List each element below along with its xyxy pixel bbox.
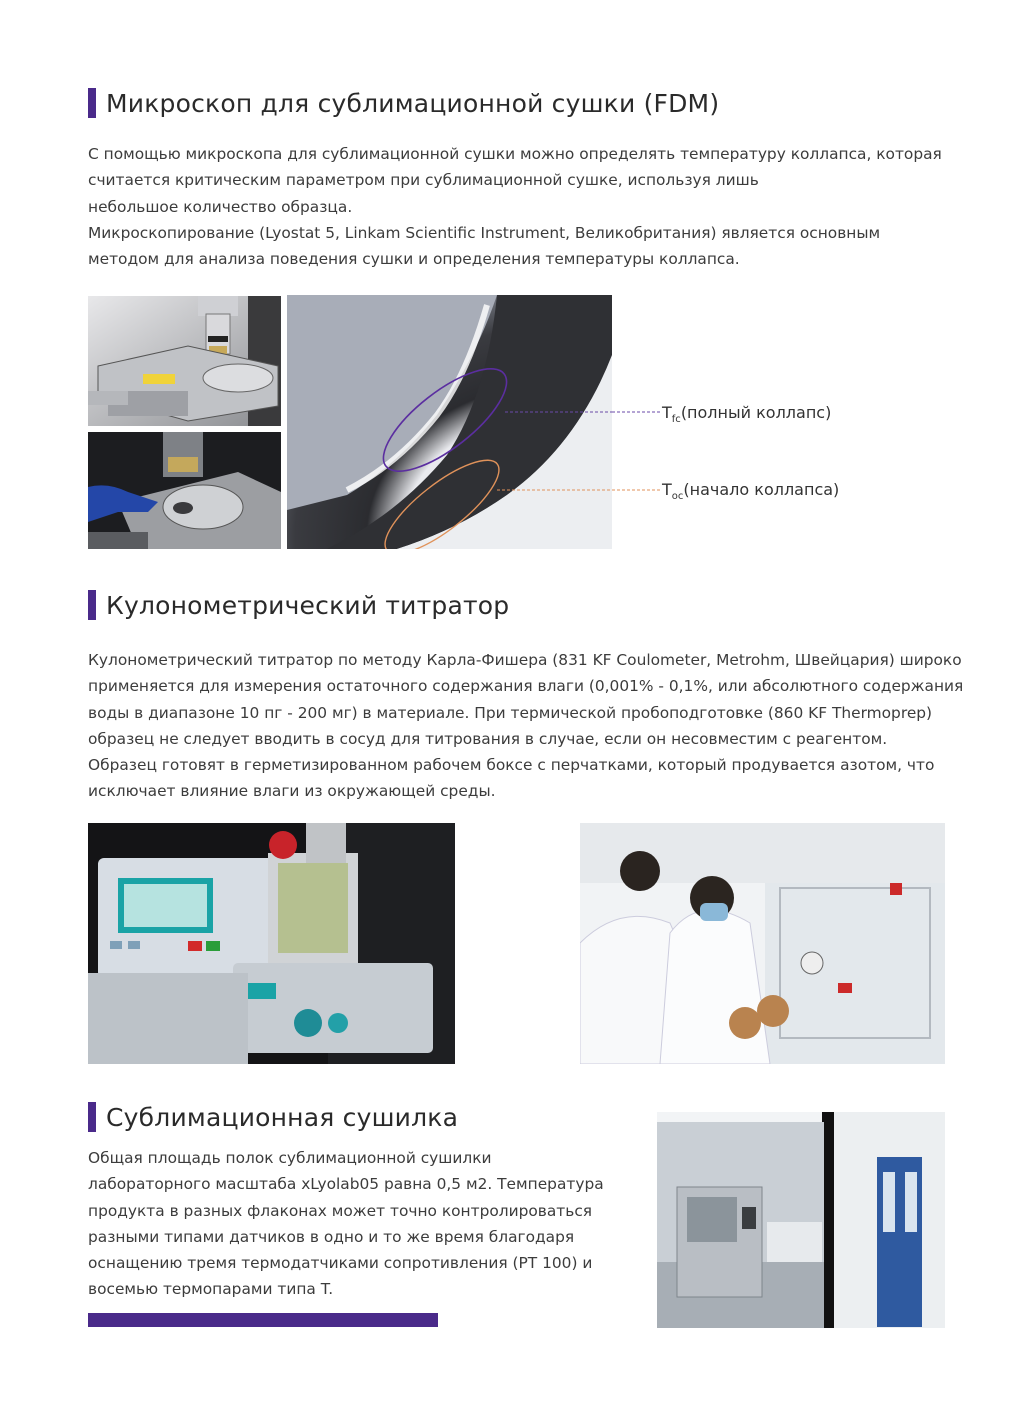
text-line: Кулонометрический титратор по методу Карла-Фишера (831 KF Coulometer, Metrohm, Швейцария) широко — [88, 651, 962, 669]
collapse-micrograph — [287, 295, 612, 549]
annotation-symbol: T — [662, 403, 672, 422]
annotation-symbol: T — [662, 480, 672, 499]
annotation-label: (начало коллапса) — [683, 480, 840, 499]
text-line: применяется для измерения остаточного содержания влаги (0,001% - 0,1%, или абсолютного содержания — [88, 677, 964, 696]
text-line: разными типами датчиков в одно и то же время благодаря — [88, 1227, 575, 1246]
heading-accent-bar — [88, 88, 96, 118]
section-title-titrator: Кулонометрический титратор — [106, 590, 510, 620]
text-line: Общая площадь полок сублимационной сушилки — [88, 1149, 492, 1167]
glovebox-photo — [580, 823, 945, 1064]
text-line: лабораторного масштаба xLyolab05 равна 0,5 м2. Температура — [88, 1175, 604, 1194]
section-heading-titrator — [88, 588, 509, 622]
text-line: образец не следует вводить в сосуд для титрования в случае, если он несовместим с реагентом. — [88, 729, 888, 748]
heading-accent-bar — [88, 1102, 96, 1132]
text-line: Микроскопирование (Lyostat 5, Linkam Scientific Instrument, Великобритания) является основным — [88, 223, 881, 242]
heading-accent-bar — [88, 590, 96, 620]
footer-accent-bar — [88, 1313, 438, 1327]
annotation-full-collapse — [662, 403, 831, 425]
annotation-onset-collapse — [662, 480, 839, 502]
text-line: исключает влияние влаги из окружающей среды. — [88, 782, 496, 801]
text-line: восемью термопарами типа T. — [88, 1280, 334, 1299]
coulometer-photo — [88, 823, 455, 1064]
microscope-stage-photo — [88, 296, 281, 426]
section-heading-fdm — [88, 86, 719, 120]
section-title-fdm: Микроскоп для сублимационной сушки (FDM) — [106, 88, 720, 118]
annotation-subscript: oc — [671, 491, 684, 503]
section-title-dryer: Сублимационная сушилка — [106, 1102, 459, 1132]
annotation-label: (полный коллапс) — [680, 403, 832, 422]
dryer-description — [88, 1145, 628, 1303]
text-line: считается критическим параметром при сублимационной сушке, используя лишь — [88, 171, 759, 190]
text-line: воды в диапазоне 10 пг - 200 мг) в материале. При термической пробоподготовке (860 KF Thermoprep) — [88, 703, 933, 722]
freeze-dryer-room-photo — [657, 1112, 945, 1328]
sample-loading-photo — [88, 432, 281, 549]
text-line: Образец готовят в герметизированном рабочем боксе с перчатками, который продувается азотом, что — [88, 756, 935, 775]
text-line: методом для анализа поведения сушки и определения температуры коллапса. — [88, 250, 740, 269]
annotation-subscript: fc — [671, 414, 681, 426]
fdm-description — [88, 141, 968, 272]
text-line: продукта в разных флаконах может точно контролироваться — [88, 1201, 593, 1220]
section-heading-dryer — [88, 1100, 458, 1134]
text-line: оснащению тремя термодатчиками сопротивления (PT 100) и — [88, 1254, 593, 1273]
text-line: небольшое количество образца. — [88, 197, 353, 216]
annotation-leaders — [612, 405, 662, 505]
text-line: С помощью микроскопа для сублимационной сушки можно определять температуру коллапса, которая — [88, 145, 942, 163]
titrator-description — [88, 647, 988, 805]
